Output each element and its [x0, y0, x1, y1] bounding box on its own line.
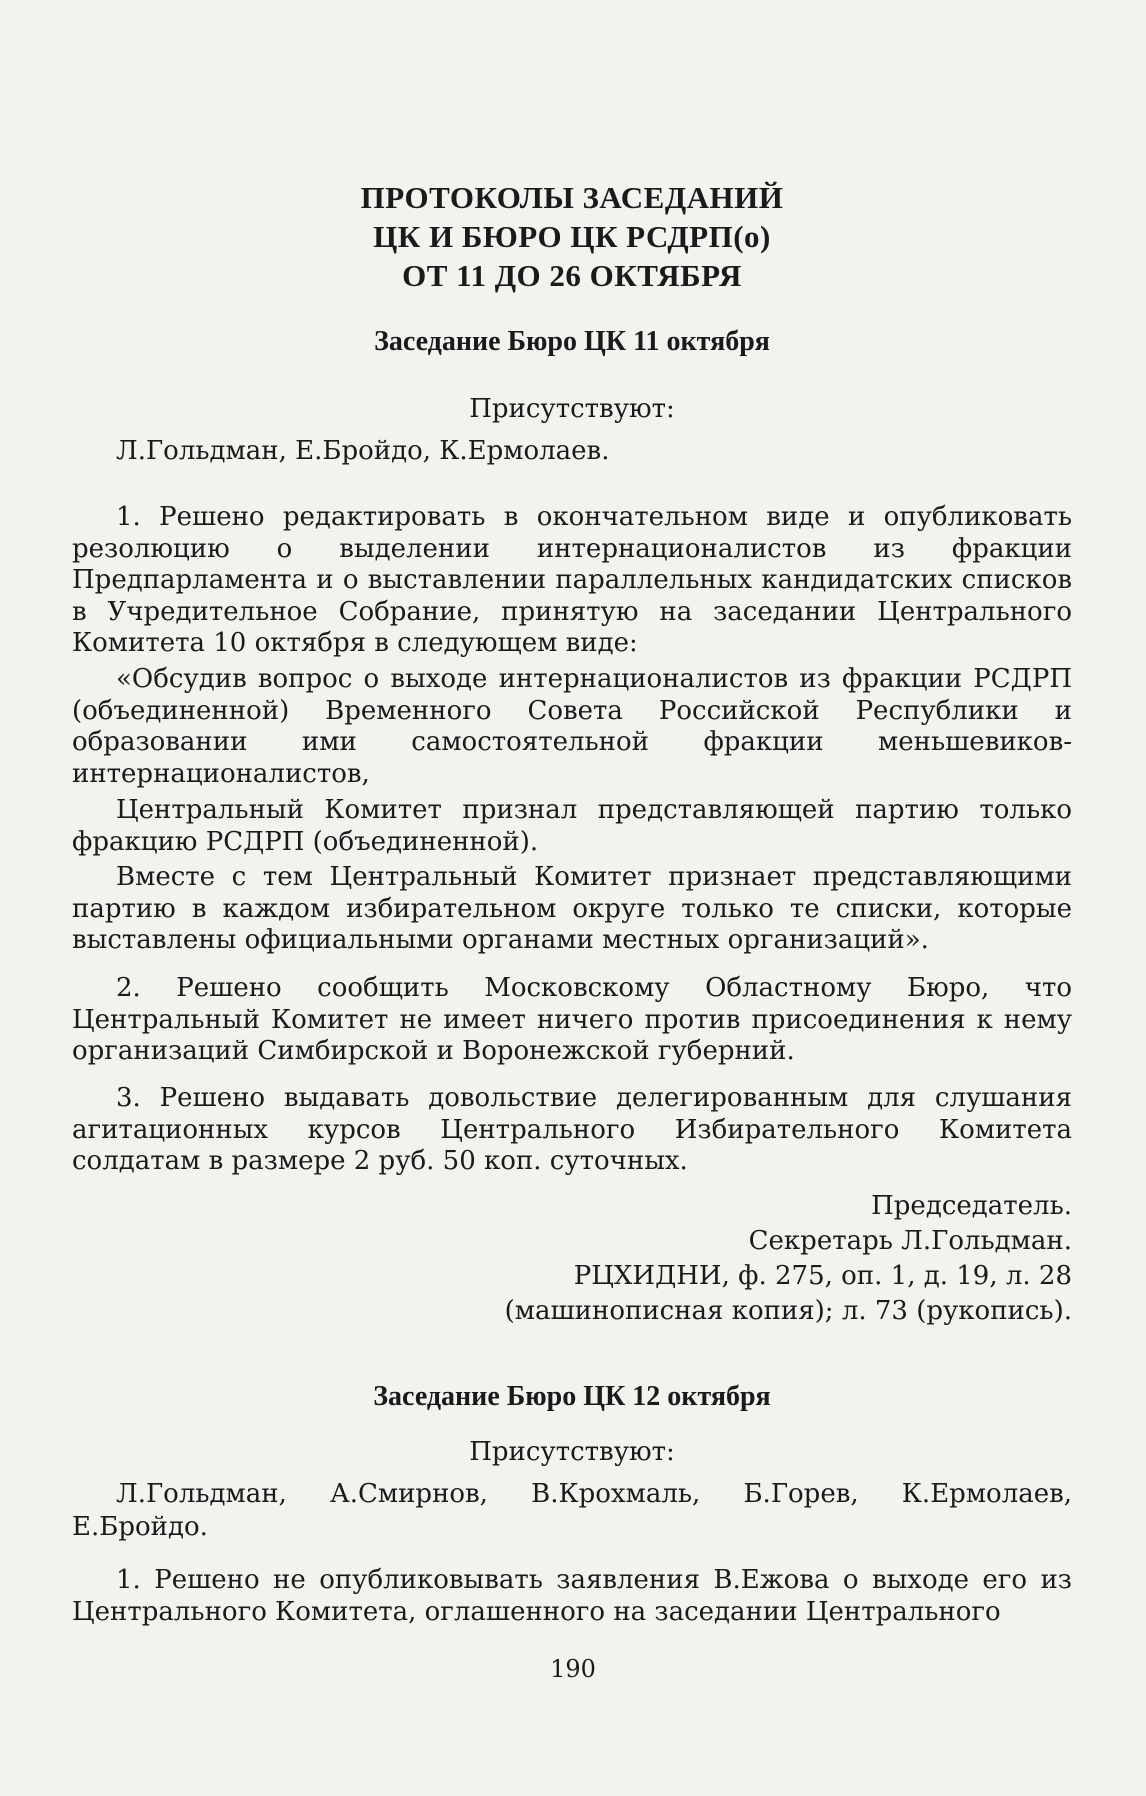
- document-title: [72, 178, 1072, 295]
- meeting-2-heading: Заседание Бюро ЦК 12 октября: [373, 1381, 771, 1412]
- resolution-paragraph-3: Вместе с тем Центральный Комитет признает представляющими партию в каждом избирательном округе только те списки, которые выставлены официальными органами местных организаций».: [72, 862, 1072, 955]
- resolution-paragraph-1: «Обсудив вопрос о выходе интернационалистов из фракции РСДРП (объединенной) Временного Совета Российской Республики и образовании ими самостоятельной фракции меньшевиков-интернационалистов,: [72, 664, 1072, 789]
- meeting-1-present-label: Присутствуют:: [469, 394, 675, 424]
- resolution-paragraph-2: Центральный Комитет признал представляющей партию только фракцию РСДРП (объединенной).: [72, 795, 1072, 857]
- meeting-2-present-label: Присутствуют:: [469, 1437, 675, 1467]
- title-line-1: ПРОТОКОЛЫ ЗАСЕДАНИЙ: [360, 180, 784, 215]
- meeting-1-signature: [72, 1189, 1072, 1329]
- chairman-line: Председатель.: [871, 1191, 1072, 1221]
- meeting-1-item-1: 1. Решено редактировать в окончательном виде и опубликовать резолюцию о выделении интернационалистов из фракции Предпарламента и о выставлении параллельных кандидатских списков в Учредительное Собрание, принятую на заседании Центрального Комитета 10 октября в следующем виде:: [72, 502, 1072, 658]
- archive-reference-line-1: РЦХИДНИ, ф. 275, оп. 1, д. 19, л. 28: [573, 1261, 1072, 1291]
- meeting-2-attendees: Л.Гольдман, А.Смирнов, В.Крохмаль, Б.Горев, К.Ермолаев, Е.Бройдо.: [72, 1479, 1072, 1542]
- title-line-2: ЦК И БЮРО ЦК РСДРП(о): [373, 219, 771, 254]
- archive-reference-line-2: (машинописная копия); л. 73 (рукопись).: [504, 1296, 1072, 1326]
- meeting-1-attendees: Л.Гольдман, Е.Бройдо, К.Ермолаев.: [116, 436, 610, 466]
- secretary-line: Секретарь Л.Гольдман.: [748, 1226, 1072, 1256]
- meeting-1-item-3: 3. Решено выдавать довольствие делегированным для слушания агитационных курсов Центрального Избирательного Комитета солдатам в размере 2 руб. 50 коп. суточных.: [72, 1083, 1072, 1176]
- meeting-1-item-2: 2. Решено сообщить Московскому Областному Бюро, что Центральный Комитет не имеет ничего против присоединения к нему организаций Симбирской и Воронежской губерний.: [72, 973, 1072, 1066]
- meeting-1-heading: Заседание Бюро ЦК 11 октября: [374, 326, 770, 357]
- title-line-3: ОТ 11 ДО 26 ОКТЯБРЯ: [402, 258, 742, 293]
- page-number: 190: [550, 1655, 596, 1683]
- meeting-2-item-1: 1. Решено не опубликовывать заявления В.Ежова о выходе его из Центрального Комитета, оглашенного на заседании Центрального: [72, 1565, 1072, 1627]
